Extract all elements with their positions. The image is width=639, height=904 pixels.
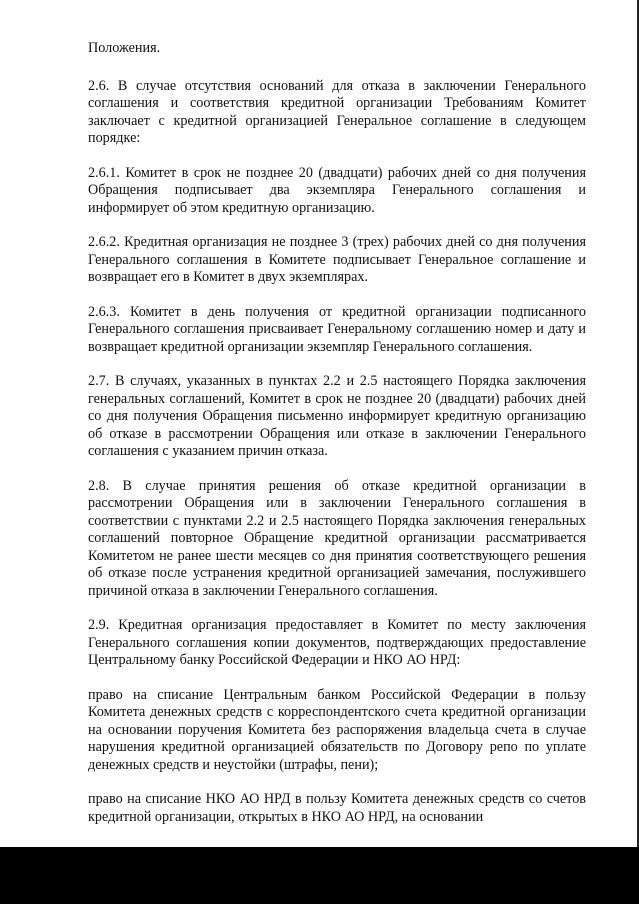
paragraph-right-central-bank: право на списание Центральным банком Российской Федерации в пользу Комитета денежных средств с корреспондентского счета кредитной организации на основании поручения Комитета без распоряжения владельца счета в случае нарушения кредитной организацией обязательств по Договору репо по уплате денежных средств и неустойки (штрафы, пени); — [88, 686, 586, 773]
paragraph-2-6-3: 2.6.3. Комитет в день получения от кредитной организации подписанного Генерального соглашения присваивает Генеральному соглашению номер и дату и возвращает кредитной организации экземпляр Генерального соглашения. — [88, 303, 586, 355]
document-body — [88, 40, 586, 843]
paragraph-2-8: 2.8. В случае принятия решения об отказе кредитной организации в рассмотрении Обращения или в заключении Генерального соглашения в соответствии с пунктами 2.2 и 2.5 настоящего Порядка заключения генеральных соглашений повторное Обращение кредитной организации рассматривается Комитетом не ранее шести месяцев со дня принятия соответствующего решения об отказе после устранения кредитной организацией замечания, послужившего причиной отказа в заключении Генерального соглашения. — [88, 477, 586, 599]
paragraph-2-7: 2.7. В случаях, указанных в пунктах 2.2 и 2.5 настоящего Порядка заключения генеральных соглашений, Комитет в срок не позднее 20 (двадцати) рабочих дней со дня получения Обращения письменно информирует кредитную организацию об отказе в рассмотрении Обращения или отказе в заключении Генерального соглашения с указанием причин отказа. — [88, 373, 586, 459]
paragraph-continuation: Положения. — [88, 40, 161, 56]
paragraph-2-9: 2.9. Кредитная организация предоставляет в Комитет по месту заключения Генерального соглашения копии документов, подтверждающих предоставление Центральному банку Российской Федерации и НКО АО НРД: — [88, 617, 586, 668]
paragraph-2-6-1: 2.6.1. Комитет в срок не позднее 20 (двадцати) рабочих дней со дня получения Обращения подписывает два экземпляра Генерального соглашения и информирует об этом кредитную организацию. — [88, 164, 586, 216]
paragraph-right-nsd: право на списание НКО АО НРД в пользу Комитета денежных средств со счетов кредитной организации, открытых в НКО АО НРД, на основании — [88, 791, 586, 825]
paragraph-2-6-2: 2.6.2. Кредитная организация не позднее 3 (трех) рабочих дней со дня получения Генерального соглашения в Комитете подписывает Генеральное соглашение и возвращает его в Комитет в двух экземплярах. — [88, 234, 586, 285]
paragraph-2-6: 2.6. В случае отсутствия оснований для отказа в заключении Генерального соглашения и соответствия кредитной организации Требованиям Комитет заключает с кредитной организацией Генеральное соглашение в следующем порядке: — [88, 77, 586, 146]
scan-bottom-border — [0, 847, 639, 904]
